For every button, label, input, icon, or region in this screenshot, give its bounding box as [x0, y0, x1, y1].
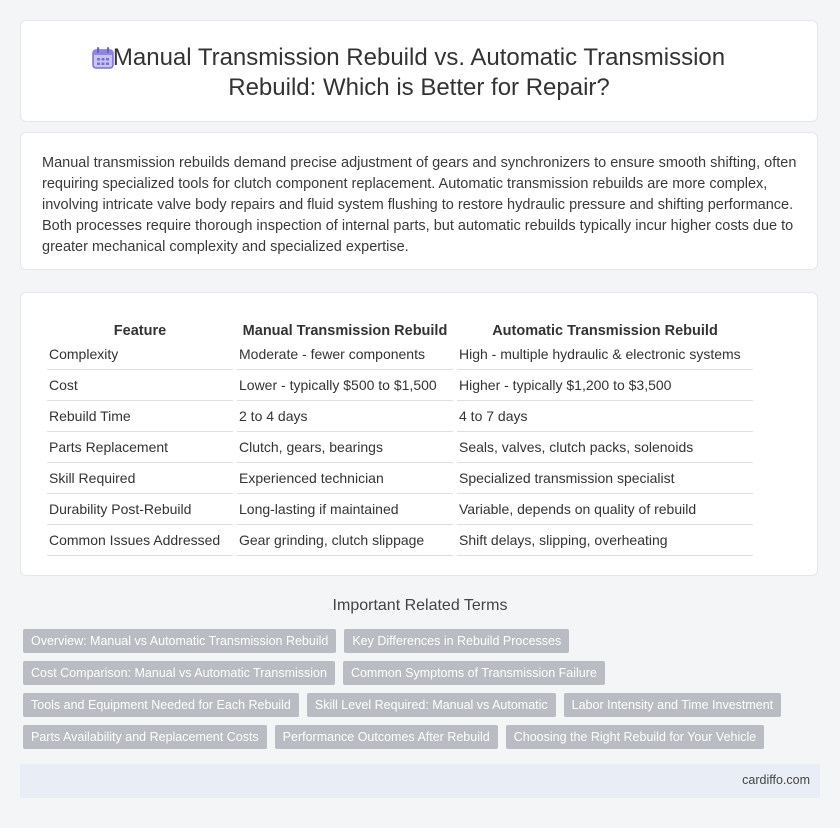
table-cell: Clutch, gears, bearings [237, 432, 453, 463]
related-term-tag[interactable]: Key Differences in Rebuild Processes [344, 629, 569, 653]
related-term-tag[interactable]: Cost Comparison: Manual vs Automatic Transmission [23, 661, 335, 685]
table-cell: Higher - typically $1,200 to $3,500 [457, 370, 753, 401]
header-automatic: Automatic Transmission Rebuild [492, 323, 718, 339]
table-cell: Parts Replacement [47, 432, 233, 463]
table-cell: Cost [47, 370, 233, 401]
footer [20, 764, 820, 798]
tag-row [23, 661, 813, 685]
table-cell: High - multiple hydraulic & electronic systems [457, 339, 753, 370]
intro-card [20, 132, 818, 270]
related-terms-list [23, 629, 813, 757]
footer-site-link[interactable]: cardiffo.com [742, 773, 810, 787]
comparison-card [20, 292, 818, 576]
related-term-tag[interactable]: Labor Intensity and Time Investment [564, 693, 782, 717]
intro-paragraph: Manual transmission rebuilds demand precise adjustment of gears and synchronizers to ensure smooth shifting, often requiring specialized tools for clutch component replacement. Automatic transmission rebuilds are more complex, involving intricate valve body repairs and fluid system flushing to restore hydraulic pressure and shifting performance. Both processes require thorough inspection of internal parts, but automatic rebuilds typically incur higher costs due to greater mechanical complexity and specialized expertise. [42, 155, 797, 255]
table-header-row [47, 315, 753, 339]
table-row [47, 525, 753, 556]
table-cell: Moderate - fewer components [237, 339, 453, 370]
table-row [47, 432, 753, 463]
related-term-tag[interactable]: Common Symptoms of Transmission Failure [343, 661, 605, 685]
tag-row [23, 629, 813, 653]
related-term-tag[interactable]: Parts Availability and Replacement Costs [23, 725, 267, 749]
related-term-tag[interactable]: Tools and Equipment Needed for Each Rebuild [23, 693, 299, 717]
table-cell: Variable, depends on quality of rebuild [457, 494, 753, 525]
comparison-table [43, 315, 757, 556]
header-manual: Manual Transmission Rebuild [242, 323, 448, 339]
page-title: Manual Transmission Rebuild vs. Automatic Transmission Rebuild: Which is Better for Repair? [112, 44, 726, 101]
related-term-tag[interactable]: Performance Outcomes After Rebuild [275, 725, 498, 749]
header-feature: Feature [113, 323, 167, 339]
tag-row [23, 725, 813, 749]
table-cell: Lower - typically $500 to $1,500 [237, 370, 453, 401]
table-cell: Rebuild Time [47, 401, 233, 432]
table-row [47, 494, 753, 525]
related-term-tag[interactable]: Choosing the Right Rebuild for Your Vehicle [506, 725, 765, 749]
table-cell: Seals, valves, clutch packs, solenoids [457, 432, 753, 463]
related-term-tag[interactable]: Overview: Manual vs Automatic Transmission Rebuild [23, 629, 336, 653]
related-term-tag[interactable]: Skill Level Required: Manual vs Automatic [307, 693, 556, 717]
table-cell: Gear grinding, clutch slippage [237, 525, 453, 556]
tag-row [23, 693, 813, 717]
table-row [47, 401, 753, 432]
table-cell: Common Issues Addressed [47, 525, 233, 556]
related-terms-heading: Important Related Terms [332, 597, 508, 614]
title-card [20, 20, 818, 122]
table-cell: Experienced technician [237, 463, 453, 494]
table-cell: 4 to 7 days [457, 401, 753, 432]
table-row [47, 463, 753, 494]
table-cell: Durability Post-Rebuild [47, 494, 233, 525]
table-row [47, 370, 753, 401]
table-cell: Long-lasting if maintained [237, 494, 453, 525]
table-cell: Complexity [47, 339, 233, 370]
table-cell: 2 to 4 days [237, 401, 453, 432]
table-cell: Shift delays, slipping, overheating [457, 525, 753, 556]
table-cell: Specialized transmission specialist [457, 463, 753, 494]
table-row [47, 339, 753, 370]
table-cell: Skill Required [47, 463, 233, 494]
